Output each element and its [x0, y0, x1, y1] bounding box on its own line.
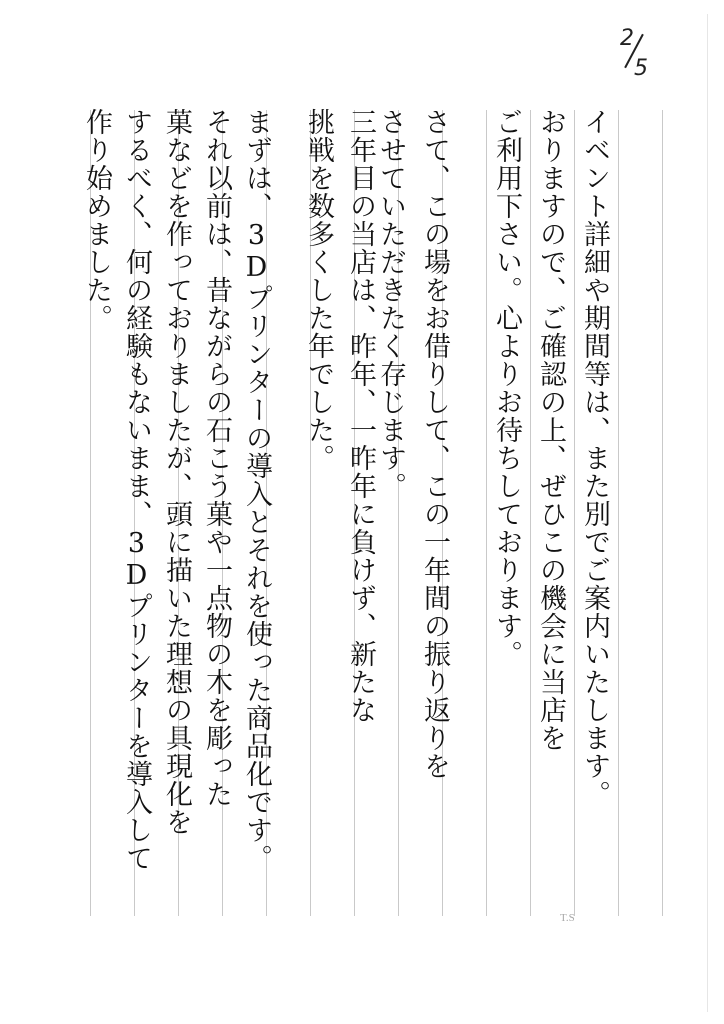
text-column: 作り始めました。: [81, 108, 112, 332]
text-column: 菓などを作っておりましたが、頭に描いた理想の具現化を: [161, 108, 192, 836]
page-edge: [707, 14, 708, 1012]
text-column: おりますので、ご確認の上、ぜひこの機会に当店を: [535, 108, 566, 752]
text-column: ご利用下さい。心よりお待ちしております。: [491, 108, 522, 668]
text-column: 三年目の当店は、昨年、一昨年に負けず、新たな: [345, 108, 376, 724]
page-number: [606, 24, 654, 84]
text-column: まずは、3Dプリンターの導入とそれを使った商品化です。: [241, 108, 272, 872]
page-number-total: 5: [634, 56, 648, 81]
text-column: さて、この場をお借りして、この一年間の振り返りを: [419, 108, 450, 780]
text-column: 挑戦を数多くした年でした。: [303, 108, 334, 472]
text-column: それ以前は、昔ながらの石こう菓や一点物の木を彫った: [201, 108, 232, 808]
text-column: するべく、何の経験もないまま、3Dプリンターを導入して: [121, 108, 152, 872]
page-number-current: 2: [620, 26, 634, 51]
author-initials: T.S: [560, 912, 575, 924]
ruled-line: [662, 110, 663, 916]
text-column: させていただきたく存じます。: [375, 108, 406, 500]
ruled-line: [618, 110, 619, 916]
text-column: イベント詳細や期間等は、また別でご案内いたします。: [579, 108, 610, 808]
